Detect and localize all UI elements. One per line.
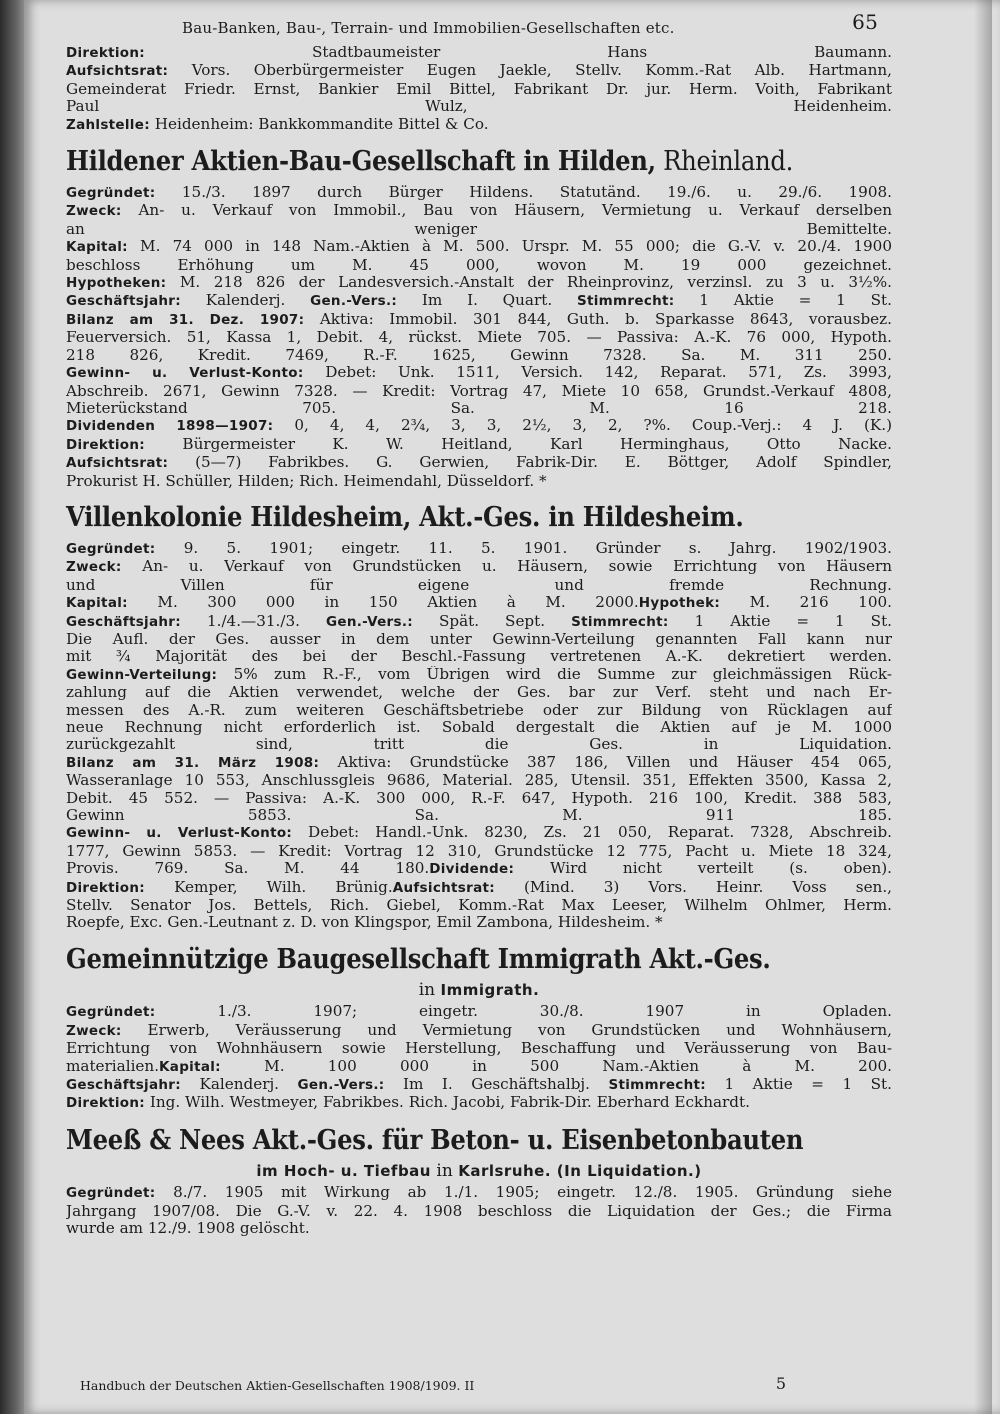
running-head-title: Bau-Banken, Bau-, Terrain- und Immobilien-Gesellschaften etc.: [182, 19, 675, 37]
field-text: (5—7) Fabrikbes. G. Gerwien, Fabrik-Dir. E. Böttger, Adolf Spindler,: [168, 454, 892, 472]
field-text: 9. 5. 1901; eingetr. 11. 5. 1901. Gründer s. Jahrg. 1902/1903.: [155, 539, 892, 557]
company-name: Villenkolonie Hildesheim, Akt.-Ges. in Hildesheim.: [66, 501, 744, 533]
field-text: Mieterückstand 705. Sa. M. 16 218.: [66, 399, 892, 417]
field-label: Stimmrecht:: [576, 293, 675, 310]
field-text: 15./3. 1897 durch Bürger Hildens. Statutänd. 19./6. u. 29./6. 1908.: [155, 184, 892, 202]
field-text: Stadtbaumeister Hans Baumann.: [145, 44, 892, 61]
field-label: Kapital:: [159, 1058, 221, 1075]
entry-line: [66, 98, 892, 115]
field-text: Aktiva: Grundstücke 387 186, Villen und Häuser 454 065,: [319, 753, 892, 771]
field-text: Im I. Geschäftshalbj.: [384, 1075, 609, 1093]
field-text: An- u. Verkauf von Grundstücken u. Häusern, sowie Errichtung von Häusern: [121, 558, 892, 576]
entry-line: [66, 44, 892, 62]
field-text: zahlung auf die Aktien verwendet, welche der Ges. bar zur Verf. steht und nach Er-: [66, 684, 892, 702]
entry-line: [66, 540, 892, 558]
company-entry: [66, 44, 892, 134]
field-label: Direktion:: [66, 879, 145, 896]
company-heading: [66, 502, 892, 534]
field-text: Gewinn 5853. Sa. M. 911 185.: [66, 807, 892, 825]
footer-imprint: Handbuch der Deutschen Aktien-Gesellschaften 1908/1909. II: [80, 1378, 475, 1393]
field-label: Aufsichtsrat:: [66, 455, 169, 472]
entry-line: [66, 257, 892, 274]
page-edge-shadow: [974, 0, 992, 1414]
field-text: Debet: Unk. 1511, Versich. 142, Reparat. 571, Zs. 3993,: [303, 364, 892, 382]
field-label: Geschäftsjahr:: [66, 293, 181, 310]
entry-line: [66, 897, 892, 914]
field-label: Bilanz am 31. Dez. 1907:: [66, 311, 305, 328]
entry-line: [66, 1022, 892, 1040]
field-text: M. 300 000 in 150 Aktien à M. 2000.: [127, 594, 639, 612]
entry-line: [66, 860, 892, 878]
field-text: (Mind. 3) Vors. Heinr. Voss sen.,: [494, 878, 892, 896]
field-text: 8./7. 1905 mit Wirkung ab 1./1. 1905; eingetr. 12./8. 1905. Gründung siehe: [155, 1184, 892, 1202]
field-label: Dividende:: [429, 861, 515, 878]
field-text: Vors. Oberbürgermeister Eugen Jaekle, Stellv. Komm.-Rat Alb. Hartmann,: [168, 62, 892, 80]
field-label: Aufsichtsrat:: [392, 879, 495, 896]
company-name: Hildener Aktien-Bau-Gesellschaft in Hilden,: [66, 146, 656, 178]
field-text: 0, 4, 4, 2¾, 3, 3, 2½, 3, 2, ?%. Coup.-Verj.: 4 J. (K.): [273, 417, 892, 435]
field-text: Stellv. Senator Jos. Bettels, Rich. Giebel, Komm.-Rat Max Leeser, Wilhelm Ohlmer, Herm.: [66, 897, 892, 915]
entry-line: [66, 417, 892, 435]
field-text: An- u. Verkauf von Immobil., Bau von Häusern, Vermietung u. Verkauf derselben: [121, 202, 892, 220]
field-label: Gewinn-Verteilung:: [66, 666, 218, 683]
entry-line: [66, 454, 892, 472]
field-label: Zweck:: [66, 559, 122, 576]
subheading-connector: in: [431, 1160, 459, 1181]
field-text: Abschreib. 2671, Gewinn 7328. — Kredit: Vortrag 47, Miete 10 658, Grundst.-Verkauf 4808,: [66, 382, 892, 400]
entry-line: [66, 736, 892, 753]
field-text: 218 826, Kredit. 7469, R.-F. 1625, Gewinn 7328. Sa. M. 311 250.: [66, 346, 892, 364]
field-text: Roepfe, Exc. Gen.-Leutnant z. D. von Klingspor, Emil Zambona, Hildesheim. *: [66, 914, 663, 932]
entry-line: [66, 719, 892, 736]
book-gutter: [0, 0, 24, 1414]
field-label: Geschäftsjahr:: [66, 1076, 181, 1093]
field-text: Spät. Sept.: [412, 612, 572, 630]
entry-line: [66, 116, 892, 134]
field-text: an weniger Bemittelte.: [66, 220, 892, 238]
field-text: Jahrgang 1907/08. Die G.-V. v. 22. 4. 1908 beschloss die Liquidation der Ges.; die Firma: [66, 1202, 892, 1220]
field-text: Debit. 45 552. — Passiva: A.-K. 300 000, R.-F. 647, Hypoth. 216 100, Kredit. 388 583,: [66, 789, 892, 807]
entry-line: [66, 790, 892, 807]
entry-line: [66, 81, 892, 98]
company-subheading: [66, 1160, 892, 1181]
entry-line: [66, 613, 892, 631]
field-label: Gen.-Vers.:: [325, 613, 413, 630]
entry-line: [66, 329, 892, 346]
field-text: und Villen für eigene und fremde Rechnung.: [66, 576, 892, 594]
entry-line: [66, 843, 892, 860]
entry-line: [66, 62, 892, 80]
field-text: 1777, Gewinn 5853. — Kredit: Vortrag 12 310, Grundstücke 12 775, Pacht u. Miete 18 324,: [66, 842, 892, 860]
field-label: Direktion:: [66, 1095, 145, 1112]
field-text: Im I. Quart.: [397, 292, 577, 310]
field-label: Gen.-Vers.:: [297, 1076, 385, 1093]
entry-line: [66, 311, 892, 329]
field-text: M. 216 100.: [720, 594, 892, 612]
page-content: [66, 10, 892, 1249]
company-region: Rheinland.: [655, 146, 794, 178]
entry-line: [66, 914, 892, 931]
field-text: Wird nicht verteilt (s. oben).: [514, 860, 892, 878]
field-text: wurde am 12./9. 1908 gelöscht.: [66, 1219, 310, 1237]
field-text: 1./4.—31./3.: [180, 612, 326, 630]
field-label: Gewinn- u. Verlust-Konto:: [66, 825, 293, 842]
field-label: Direktion:: [66, 45, 145, 61]
company-name: Gemeinnützige Baugesellschaft Immigrath Akt.-Ges.: [66, 943, 771, 975]
entry-line: [66, 666, 892, 684]
entry-line: [66, 702, 892, 719]
field-label: Zweck:: [66, 1022, 122, 1039]
field-label: Geschäftsjahr:: [66, 613, 181, 630]
field-text: zurückgezahlt sind, tritt die Ges. in Liquidation.: [66, 736, 892, 754]
field-label: Hypothek:: [638, 595, 721, 612]
entry-line: [66, 558, 892, 576]
entry-line: [66, 1040, 892, 1057]
entry-line: [66, 631, 892, 648]
entry-line: [66, 274, 892, 292]
field-text: Debet: Handl.-Unk. 8230, Zs. 21 050, Reparat. 7328, Abschreib.: [292, 824, 892, 842]
entry-line: [66, 1058, 892, 1076]
entry-line: [66, 879, 892, 897]
field-text: Die Aufl. der Ges. ausser in dem unter Gewinn-Verteilung genannten Fall kann nur: [66, 630, 892, 648]
entry-line: [66, 473, 892, 490]
company-entry: [66, 502, 892, 932]
entry-line: [66, 364, 892, 382]
field-label: Stimmrecht:: [608, 1076, 706, 1093]
entry-line: [66, 238, 892, 256]
entry-line: [66, 1094, 892, 1112]
field-text: M. 100 000 in 500 Nam.-Aktien à M. 200.: [220, 1057, 892, 1075]
field-label: Kapital:: [66, 239, 128, 256]
field-text: neue Rechnung nicht erforderlich ist. Sobald dergestalt die Aktien auf je M. 1000: [66, 719, 892, 736]
field-text: materialien.: [66, 1057, 160, 1075]
entry-line: [66, 292, 892, 310]
entry-line: [66, 221, 892, 238]
page-number: 65: [852, 10, 878, 34]
field-label: Gegründet:: [66, 185, 156, 202]
subheading-location: Karlsruhe. (In Liquidation.): [458, 1161, 702, 1180]
field-label: Bilanz am 31. März 1908:: [66, 754, 320, 771]
footer-signature-mark: 5: [775, 1374, 786, 1393]
field-text: Bürgermeister K. W. Heitland, Karl Herminghaus, Otto Nacke.: [145, 435, 892, 453]
company-heading: [66, 146, 892, 178]
field-text: Kalenderj.: [180, 1075, 298, 1093]
field-text: 1./3. 1907; eingetr. 30./8. 1907 in Opladen.: [155, 1003, 892, 1021]
field-label: Kapital:: [66, 595, 128, 612]
company-entry: [66, 1125, 892, 1238]
field-text: Paul Wulz, Heidenheim.: [66, 98, 892, 116]
field-label: Hypotheken:: [66, 275, 167, 292]
field-text: Erwerb, Veräusserung und Vermietung von Grundstücken und Wohnhäusern,: [121, 1021, 892, 1039]
field-text: 1 Aktie = 1 St.: [674, 292, 892, 310]
entry-line: [66, 436, 892, 454]
entries-container: [66, 44, 892, 1237]
entry-line: [66, 347, 892, 364]
entry-line: [66, 383, 892, 400]
entry-line: [66, 184, 892, 202]
entry-line: [66, 1203, 892, 1220]
entry-line: [66, 1076, 892, 1094]
field-label: Zweck:: [66, 203, 122, 220]
field-text: M. 74 000 in 148 Nam.-Aktien à M. 500. Urspr. M. 55 000; die G.-V. v. 20./4. 1900: [127, 238, 892, 256]
company-entry: [66, 146, 892, 490]
field-text: messen des A.-R. zum weiteren Geschäftsbetriebe oder zur Bildung von Rücklagen auf: [66, 701, 892, 719]
running-head: [66, 10, 892, 44]
entry-line: [66, 807, 892, 824]
entry-line: [66, 577, 892, 594]
field-text: 1 Aktie = 1 St.: [668, 612, 892, 630]
field-label: Dividenden 1898—1907:: [66, 418, 274, 435]
field-text: mit ¾ Majorität des bei der Beschl.-Fassung vertretenen A.-K. dekretiert werden.: [66, 648, 892, 666]
entry-line: [66, 684, 892, 701]
field-text: Kalenderj.: [180, 292, 311, 310]
company-heading: [66, 944, 892, 976]
field-text: Wasseranlage 10 553, Anschlussgleis 9686, Material. 285, Utensil. 351, Effekten 3500, Kassa 2,: [66, 772, 892, 790]
entry-line: [66, 594, 892, 612]
field-text: Aktiva: Immobil. 301 844, Guth. b. Sparkasse 8643, vorausbez.: [304, 310, 892, 328]
entry-line: [66, 754, 892, 772]
field-label: Direktion:: [66, 436, 145, 453]
field-text: Feuerversich. 51, Kassa 1, Debit. 4, rückst. Miete 705. — Passiva: A.-K. 76 000, Hypoth.: [66, 329, 892, 347]
field-text: M. 218 826 der Landesversich.-Anstalt der Rheinprovinz, verzinsl. zu 3 u. 3½%.: [166, 274, 892, 292]
entry-line: [66, 1184, 892, 1202]
field-label: Stimmrecht:: [571, 613, 669, 630]
field-label: Gen.-Vers.:: [310, 293, 398, 310]
subheading-sector: im Hoch- u. Tiefbau: [256, 1161, 431, 1180]
field-text: Provis. 769. Sa. M. 44 180.: [66, 860, 430, 878]
field-label: Gegründet:: [66, 540, 156, 557]
subheading-prefix: in: [418, 979, 441, 1000]
subheading-location: Immigrath.: [440, 980, 540, 999]
field-label: Gegründet:: [66, 1004, 156, 1021]
field-text: Heidenheim: Bankkommandite Bittel & Co.: [149, 115, 489, 133]
field-text: Errichtung von Wohnhäusern sowie Herstellung, Beschaffung und Veräusserung von Bau-: [66, 1040, 892, 1058]
entry-line: [66, 1220, 892, 1237]
field-text: Kemper, Wilh. Brünig.: [145, 878, 393, 896]
field-text: Prokurist H. Schüller, Hilden; Rich. Heimendahl, Düsseldorf. *: [66, 472, 547, 490]
field-label: Zahlstelle:: [66, 116, 150, 133]
field-text: beschloss Erhöhung um M. 45 000, wovon M. 19 000 gezeichnet.: [66, 256, 892, 274]
entry-line: [66, 772, 892, 789]
entry-line: [66, 824, 892, 842]
entry-line: [66, 400, 892, 417]
company-subheading: [66, 979, 892, 1000]
field-text: 5% zum R.-F., vom Übrigen wird die Summe zur gleichmässigen Rück-: [217, 665, 892, 683]
entry-line: [66, 1003, 892, 1021]
entry-line: [66, 202, 892, 220]
field-label: Gegründet:: [66, 1185, 156, 1202]
company-entry: [66, 944, 892, 1113]
field-text: Gemeinderat Friedr. Ernst, Bankier Emil Bittel, Fabrikant Dr. jur. Herm. Voith, Fabrikant: [66, 80, 892, 98]
field-label: Gewinn- u. Verlust-Konto:: [66, 365, 304, 382]
field-text: 1 Aktie = 1 St.: [705, 1075, 892, 1093]
field-label: Aufsichtsrat:: [66, 63, 169, 80]
company-heading: [66, 1125, 892, 1157]
company-name: Meeß & Nees Akt.-Ges. für Beton- u. Eisenbetonbauten: [66, 1124, 804, 1156]
entry-line: [66, 648, 892, 665]
field-text: Ing. Wilh. Westmeyer, Fabrikbes. Rich. Jacobi, Fabrik-Dir. Eberhard Eckhardt.: [145, 1094, 750, 1112]
